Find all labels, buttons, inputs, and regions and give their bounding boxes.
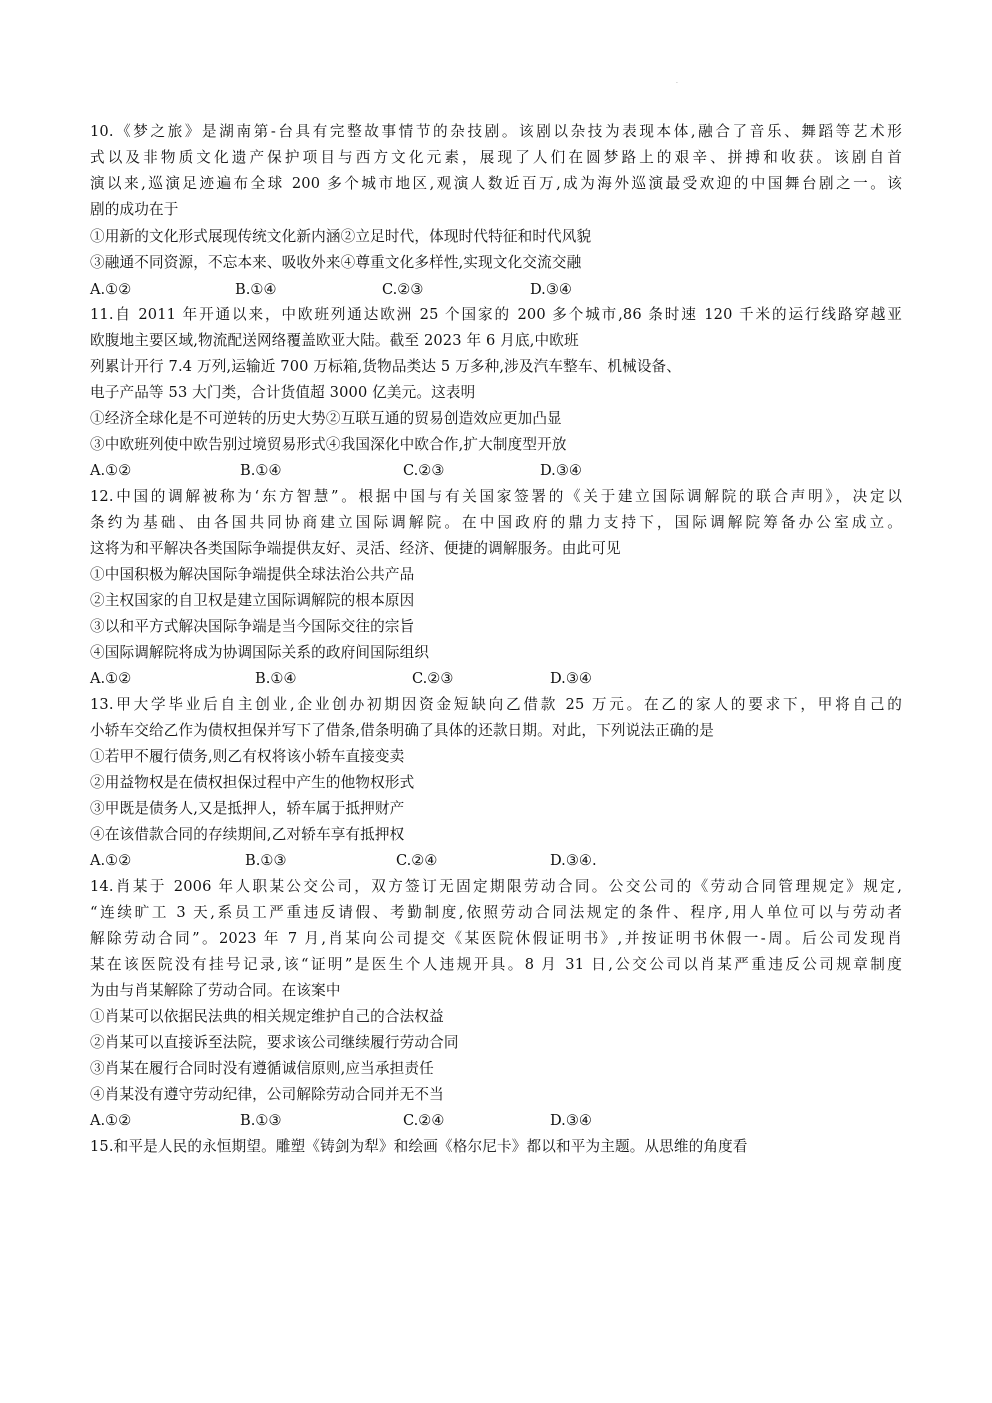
q12-option-c: C.②③ [412, 670, 454, 687]
q13-option-a: A.①② [90, 852, 132, 869]
q12-line-2: 条约为基础、由各国共同协商建立国际调解院。在中国政府的鼎力支持下，国际调解院筹备办公室成立。 [90, 514, 902, 531]
q10-option-b: B.①④ [235, 281, 277, 298]
q13-option-d: D.③④. [550, 852, 597, 869]
q10-statement-1: ①用新的文化形式展现传统文化新内涵②立足时代，体现时代特征和时代风貌 [90, 228, 592, 245]
page-mark: · [676, 80, 678, 87]
q10-statement-2: ③融通不同资源，不忘本来、吸收外来④尊重文化多样性,实现文化交流交融 [90, 254, 582, 271]
q12-statement-1: ①中国积极为解决国际争端提供全球法治公共产品 [90, 566, 415, 583]
q14-option-b: B.①③ [240, 1112, 282, 1129]
q12-line-1: 12.中国的调解被称为‘东方智慧”。根据中国与有关国家签署的《关于建立国际调解院的联合声明》，决定以 [90, 488, 902, 505]
q15-line-1: 15.和平是人民的永恒期望。雕塑《铸剑为犁》和绘画《格尔尼卡》都以和平为主题。从思维的角度看 [90, 1138, 748, 1155]
q14-line-4: 某在该医院没有挂号记录,该“证明”是医生个人违规开具。8 月 31 日,公交公司以肖某严重违反公司规章制度 [90, 956, 902, 973]
q11-line-2: 欧腹地主要区域,物流配送网络覆盖欧亚大陆。截至 2023 年 6 月底,中欧班 [90, 332, 579, 349]
q12-option-a: A.①② [90, 670, 132, 687]
q11-option-a: A.①② [90, 462, 132, 479]
q10-option-c: C.②③ [382, 281, 424, 298]
q10-option-d: D.③④ [530, 281, 572, 298]
q13-statement-3: ③甲既是债务人,又是抵押人，轿车属于抵押财产 [90, 800, 405, 817]
q10-line-3: 演以来,巡演足迹遍布全球 200 多个城市地区,观演人数近百万,成为海外巡演最受欢迎的中国舞台剧之一。该 [90, 175, 902, 192]
q12-line-3: 这将为和平解决各类国际争端提供友好、灵活、经济、便捷的调解服务。由此可见 [90, 540, 621, 557]
q13-statement-2: ②用益物权是在债权担保过程中产生的他物权形式 [90, 774, 415, 791]
q11-option-c: C.②③ [403, 462, 445, 479]
q13-statement-1: ①若甲不履行债务,则乙有权将该小轿车直接变卖 [90, 748, 405, 765]
q13-option-c: C.②④ [396, 852, 438, 869]
q14-line-1: 14.肖某于 2006 年人职某公交公司，双方签订无固定期限劳动合同。公交公司的《劳动合同管理规定》规定, [90, 878, 902, 895]
q12-statement-4: ④国际调解院将成为协调国际关系的政府间国际组织 [90, 644, 430, 661]
q11-line-1: 11.自 2011 年开通以来，中欧班列通达欧洲 25 个国家的 200 多个城市,86 条时速 120 千米的运行线路穿越亚 [90, 306, 902, 323]
q14-line-5: 为由与肖某解除了劳动合同。在该案中 [90, 982, 341, 999]
q12-statement-3: ③以和平方式解决国际争端是当今国际交往的宗旨 [90, 618, 415, 635]
q13-line-1: 13.甲大学毕业后自主创业,企业创办初期因资金短缺向乙借款 25 万元。在乙的家人的要求下，甲将自己的 [90, 696, 902, 713]
q14-line-3: 解除劳动合同”。2023 年 7 月,肖某向公司提交《某医院休假证明书》,并按证明书休假一-周。后公司发现肖 [90, 930, 902, 947]
q13-line-2: 小轿车交给乙作为债权担保并写下了借条,借条明确了具体的还款日期。对此，下列说法正确的是 [90, 722, 715, 739]
q14-option-d: D.③④ [550, 1112, 592, 1129]
q12-option-b: B.①④ [255, 670, 297, 687]
q14-statement-1: ①肖某可以依据民法典的相关规定维护自己的合法权益 [90, 1008, 444, 1025]
q11-line-3: 列累计开行 7.4 万列,运输近 700 万标箱,货物品类达 5 万多种,涉及汽车整车、机械设备、 [90, 358, 682, 375]
q13-statement-4: ④在该借款合同的存续期间,乙对轿车享有抵押权 [90, 826, 405, 843]
q11-statement-1: ①经济全球化是不可逆转的历史大势②互联互通的贸易创造效应更加凸显 [90, 410, 562, 427]
q11-option-b: B.①④ [240, 462, 282, 479]
q10-line-1: 10.《梦之旅》是湖南第-台具有完整故事情节的杂技剧。该剧以杂技为表现本体,融合了音乐、舞蹈等艺术形 [90, 123, 902, 140]
q11-statement-2: ③中欧班列使中欧告别过境贸易形式④我国深化中欧合作,扩大制度型开放 [90, 436, 567, 453]
q10-line-4: 剧的成功在于 [90, 201, 179, 218]
q14-option-a: A.①② [90, 1112, 132, 1129]
q14-statement-3: ③肖某在履行合同时没有遵循诚信原则,应当承担责任 [90, 1060, 434, 1077]
q11-line-4: 电子产品等 53 大门类，合计货值超 3000 亿美元。这表明 [90, 384, 476, 401]
q11-option-d: D.③④ [540, 462, 582, 479]
q14-statement-4: ④肖某没有遵守劳动纪律，公司解除劳动合同并无不当 [90, 1086, 444, 1103]
q12-statement-2: ②主权国家的自卫权是建立国际调解院的根本原因 [90, 592, 415, 609]
q13-option-b: B.①③ [245, 852, 287, 869]
q10-line-2: 式以及非物质文化遗产保护项目与西方文化元素，展现了人们在圆梦路上的艰辛、拼搏和收获。该剧自首 [90, 149, 902, 166]
q14-line-2: “连续旷工 3 天,系员工严重违反请假、考勤制度,依照劳动合同法规定的条件、程序,用人单位可以与劳动者 [90, 904, 902, 921]
q12-option-d: D.③④ [550, 670, 592, 687]
q10-option-a: A.①② [90, 281, 132, 298]
q14-option-c: C.②④ [403, 1112, 445, 1129]
q14-statement-2: ②肖某可以直接诉至法院，要求该公司继续履行劳动合同 [90, 1034, 459, 1051]
